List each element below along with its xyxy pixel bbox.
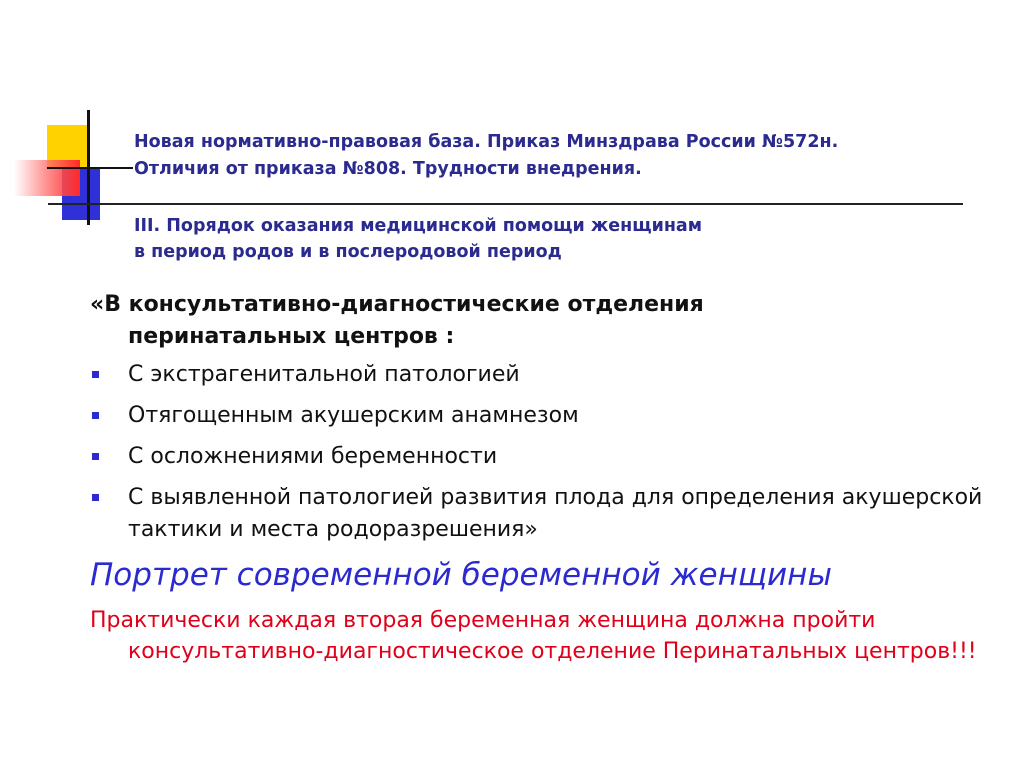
title-divider-line [48, 203, 963, 205]
slide-title [134, 129, 838, 183]
highlight-note: Практически каждая вторая беременная женщина должна пройти консультативно-диагностическое отделение Перинатальных центров!!! [90, 608, 977, 664]
lead-line-1: «В консультативно-диагностические отделения [90, 292, 704, 317]
list-item-text: С экстрагенитальной патологией [128, 362, 520, 387]
slide-title-line-2: Отличия от приказа №808. Трудности внедрения. [134, 159, 642, 179]
square-bullet-icon [92, 494, 99, 501]
list-item-text: Отягощенным акушерским анамнезом [128, 403, 579, 428]
list-item [90, 441, 990, 473]
list-item [90, 400, 990, 432]
list-item-text: С выявленной патологией развития плода для определения акушерской тактики и места родоразрешения» [128, 485, 983, 542]
square-bullet-icon [92, 371, 99, 378]
slide-subtitle-line-2: в период родов и в послеродовой период [134, 242, 562, 262]
lead-line-2: перинатальных центров : [128, 324, 455, 349]
lead-statement [90, 289, 990, 353]
square-bullet-icon [92, 453, 99, 460]
slide-subtitle [134, 213, 702, 265]
slide-title-line-1: Новая нормативно-правовая база. Приказ Минздрава России №572н. [134, 132, 839, 152]
bullet-list [90, 359, 990, 546]
list-item-text: С осложнениями беременности [128, 444, 498, 469]
list-item [90, 359, 990, 391]
slide-body [90, 289, 990, 667]
list-item [90, 482, 990, 546]
slide-subtitle-line-1: III. Порядок оказания медицинской помощи женщинам [134, 216, 703, 236]
decor-short-horizontal-line [47, 167, 133, 169]
portrait-heading: Портрет современной беременной женщины [90, 557, 832, 593]
square-bullet-icon [92, 412, 99, 419]
decor-red-square [14, 160, 80, 196]
